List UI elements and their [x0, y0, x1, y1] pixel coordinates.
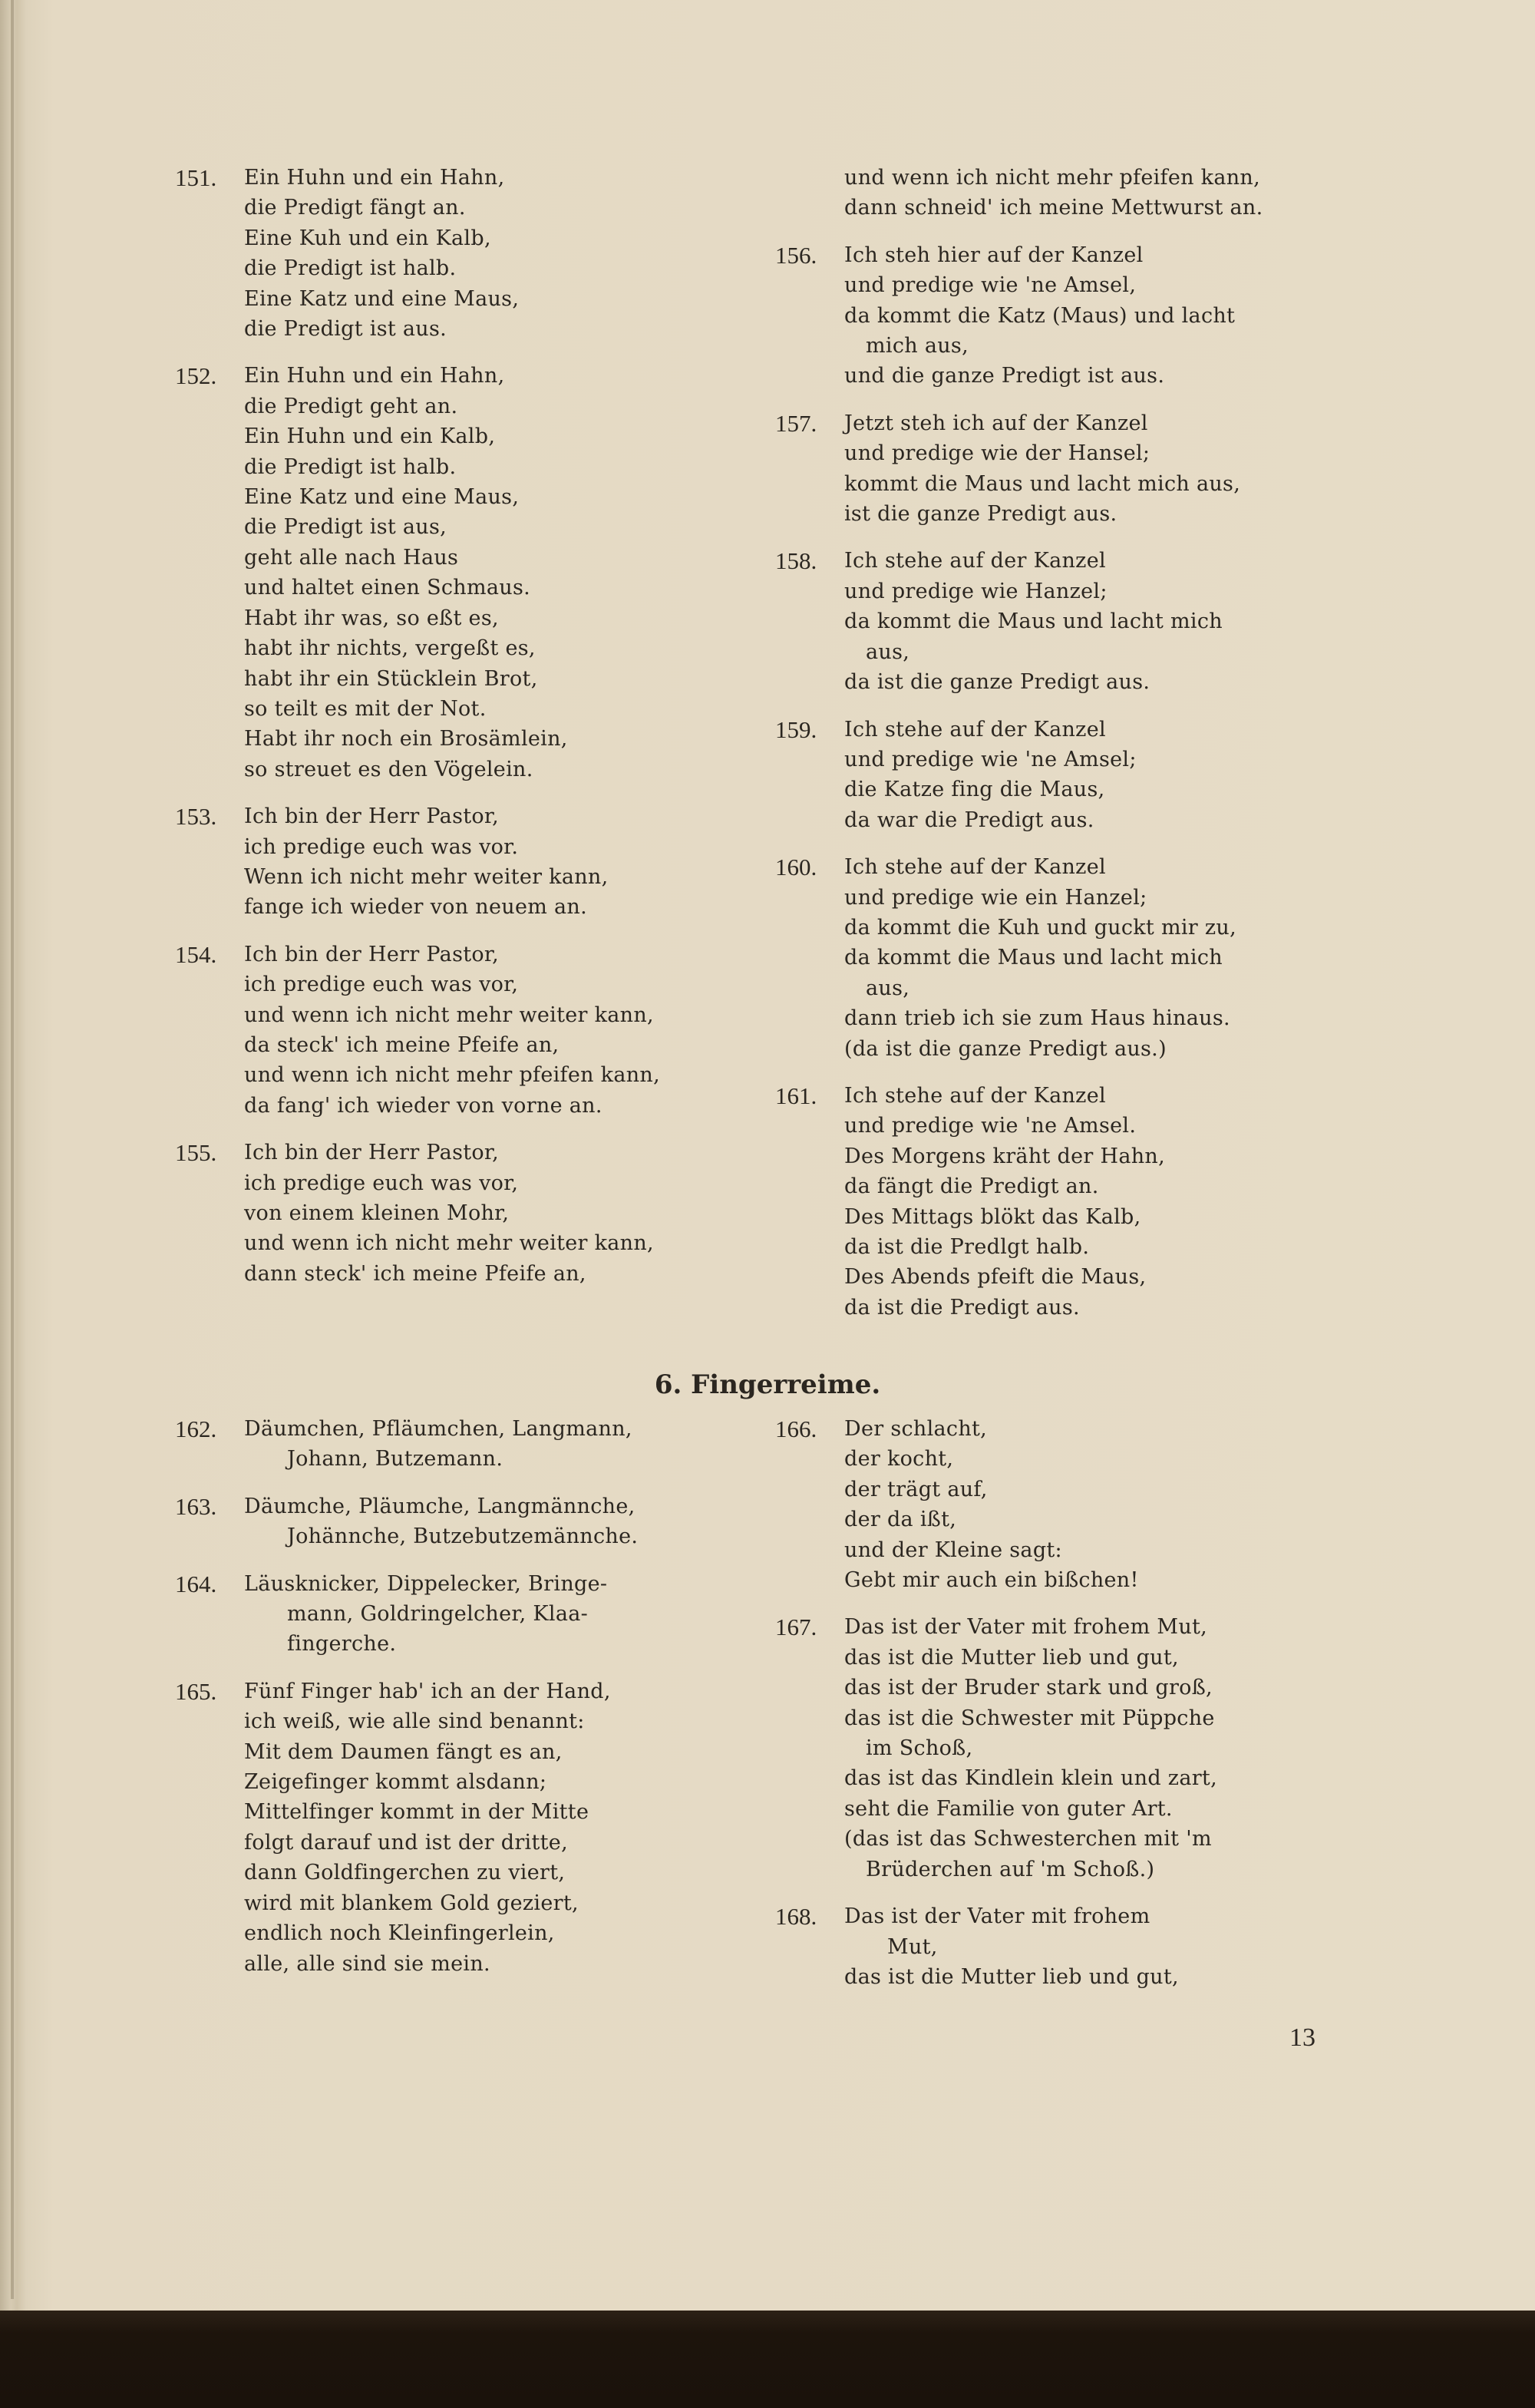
verse-line: dann Goldfingerchen zu viert, [244, 1861, 566, 1885]
verse-line: ich predige euch was vor. [244, 834, 519, 859]
verse-168 [775, 1901, 1374, 1992]
verse-line: folgt darauf und ist der dritte, [244, 1830, 568, 1855]
verse-line: Jetzt steh ich auf der Kanzel [844, 411, 1148, 435]
verse-line: Johännche, Butzebutzemännche. [287, 1524, 639, 1549]
verse-line: Eine Katz und eine Maus, [244, 485, 520, 510]
verse-number: 152. [175, 362, 217, 390]
verse-line: da war die Predigt aus. [844, 808, 1094, 832]
verse-line: da ist die Predlgt halb. [844, 1235, 1090, 1259]
verse-line: fingerche. [287, 1632, 397, 1657]
verse-157 [775, 408, 1374, 530]
page-edge [11, 0, 14, 2299]
verse-line: alle, alle sind sie mein. [244, 1951, 490, 1976]
verse-line: endlich noch Kleinfingerlein, [244, 1921, 555, 1946]
verse-line: Ich stehe auf der Kanzel [844, 549, 1106, 573]
verse-number: 151. [175, 164, 217, 191]
verse-line: im Schoß, [866, 1736, 973, 1761]
verse-line: wird mit blankem Gold geziert, [244, 1891, 579, 1915]
verse-156 [775, 240, 1374, 391]
verse-line: Mut, [887, 1934, 938, 1959]
verse-line: Gebt mir auch ein bißchen! [844, 1568, 1139, 1593]
verse-153 [175, 801, 758, 923]
verse-line: Habt ihr noch ein Brosämlein, [244, 727, 568, 751]
verse-number: 166. [775, 1415, 817, 1442]
verse-line: ist die ganze Predigt aus. [844, 502, 1117, 527]
scan-background [0, 2311, 1535, 2408]
verse-155-continuation [844, 163, 1374, 223]
verse-line: und predige wie 'ne Amsel; [844, 747, 1137, 771]
verse-line: da ist die ganze Predigt aus. [844, 670, 1150, 695]
verse-line: Ein Huhn und ein Hahn, [244, 166, 505, 190]
verse-line: und predige wie 'ne Amsel. [844, 1114, 1137, 1138]
verse-line: Johann, Butzemann. [287, 1447, 503, 1472]
verse-number: 168. [775, 1903, 817, 1931]
verse-line: Mit dem Daumen fängt es an, [244, 1739, 563, 1764]
verse-159 [775, 715, 1374, 836]
verse-number: 162. [175, 1415, 217, 1442]
verse-161 [775, 1081, 1374, 1323]
verse-line: und predige wie der Hansel; [844, 441, 1150, 466]
verse-154 [175, 940, 758, 1121]
verse-165 [175, 1676, 758, 1979]
verse-number: 164. [175, 1570, 217, 1597]
verse-line: der kocht, [844, 1447, 954, 1472]
verse-166 [775, 1414, 1374, 1595]
verse-line: die Predigt geht an. [244, 394, 458, 418]
right-column-top [775, 163, 1374, 1339]
verse-line: Ich stehe auf der Kanzel [844, 855, 1106, 880]
verse-line: seht die Familie von guter Art. [844, 1796, 1173, 1821]
verse-number: 165. [175, 1677, 217, 1705]
verse-line: da ist die Predigt aus. [844, 1295, 1080, 1320]
verse-line: geht alle nach Haus [244, 545, 459, 570]
verse-152 [175, 361, 758, 784]
verse-line: Das ist der Vater mit frohem Mut, [844, 1615, 1208, 1640]
verse-line: das ist die Mutter lieb und gut, [844, 1645, 1179, 1670]
verse-number: 167. [775, 1614, 817, 1641]
verse-line: Ein Huhn und ein Kalb, [244, 424, 496, 449]
verse-line: aus, [866, 976, 910, 1000]
verse-167 [775, 1612, 1374, 1884]
verse-line: aus, [866, 639, 910, 664]
verse-line: da kommt die Maus und lacht mich [844, 946, 1223, 970]
verse-line: ich predige euch was vor, [244, 973, 519, 997]
verse-164 [175, 1569, 758, 1660]
verse-line: Läusknicker, Dippelecker, Bringe- [244, 1571, 608, 1596]
verse-160 [775, 852, 1374, 1064]
page-number: 13 [1289, 2023, 1315, 2052]
verse-line: so teilt es mit der Not. [244, 696, 487, 721]
verse-line: und der Kleine sagt: [844, 1538, 1062, 1562]
verse-line: (das ist das Schwesterchen mit 'm [844, 1827, 1212, 1851]
verse-line: Mittelfinger kommt in der Mitte [244, 1800, 589, 1825]
verse-line: Fünf Finger hab' ich an der Hand, [244, 1679, 611, 1703]
verse-line: Das ist der Vater mit frohem [844, 1904, 1150, 1929]
verse-151 [175, 163, 758, 344]
verse-line: das ist der Bruder stark und groß, [844, 1676, 1213, 1700]
verse-number: 155. [175, 1139, 217, 1167]
verse-number: 161. [775, 1082, 817, 1109]
verse-line: kommt die Maus und lacht mich aus, [844, 471, 1241, 496]
verse-line: und haltet einen Schmaus. [244, 576, 531, 600]
verse-line: Eine Kuh und ein Kalb, [244, 226, 491, 250]
verse-line: da kommt die Maus und lacht mich [844, 609, 1223, 634]
right-column-bottom [775, 1414, 1374, 2009]
verse-line: fange ich wieder von neuem an. [244, 895, 587, 920]
verse-line: dann steck' ich meine Pfeife an, [244, 1261, 586, 1286]
verse-line: da steck' ich meine Pfeife an, [244, 1032, 560, 1057]
verse-line: und wenn ich nicht mehr pfeifen kann, [844, 166, 1261, 190]
verse-line: Däumche, Pläumche, Langmännche, [244, 1494, 635, 1518]
verse-line: Der schlacht, [844, 1417, 988, 1441]
verse-number: 160. [775, 854, 817, 881]
verse-line: das ist die Schwester mit Püppche [844, 1706, 1215, 1730]
verse-line: dann trieb ich sie zum Haus hinaus. [844, 1006, 1230, 1031]
verse-line: Ich bin der Herr Pastor, [244, 942, 500, 966]
verse-line: habt ihr ein Stücklein Brot, [244, 666, 538, 691]
verse-number: 159. [775, 715, 817, 743]
verse-line: Des Morgens kräht der Hahn, [844, 1144, 1166, 1168]
verse-line: Habt ihr was, so eßt es, [244, 606, 499, 630]
verse-line: ich predige euch was vor, [244, 1171, 519, 1195]
verse-line: Wenn ich nicht mehr weiter kann, [244, 864, 609, 889]
verse-line: da kommt die Kuh und guckt mir zu, [844, 915, 1236, 940]
verse-number: 163. [175, 1492, 217, 1520]
verse-number: 154. [175, 940, 217, 968]
verse-line: der da ißt, [844, 1508, 957, 1532]
verse-line: von einem kleinen Mohr, [244, 1201, 510, 1225]
verse-line: ich weiß, wie alle sind benannt: [244, 1709, 585, 1734]
verse-line: Ich bin der Herr Pastor, [244, 804, 500, 829]
verse-number: 158. [775, 547, 817, 575]
verse-158 [775, 546, 1374, 697]
verse-line: mich aus, [866, 334, 969, 358]
verse-155 [175, 1138, 758, 1289]
verse-line: und wenn ich nicht mehr weiter kann, [244, 1003, 654, 1027]
verse-line: und predige wie Hanzel; [844, 579, 1108, 603]
verse-line: die Katze fing die Maus, [844, 778, 1105, 802]
verse-line: Des Mittags blökt das Kalb, [844, 1204, 1141, 1229]
verse-line: die Predigt ist halb. [244, 256, 457, 281]
verse-line: (da ist die ganze Predigt aus.) [844, 1036, 1167, 1061]
verse-line: da fang' ich wieder von vorne an. [244, 1093, 602, 1118]
verse-number: 156. [775, 241, 817, 269]
section-title: 6. Fingerreime. [654, 1369, 881, 1400]
verse-line: und predige wie 'ne Amsel, [844, 273, 1137, 298]
verse-line: und predige wie ein Hanzel; [844, 885, 1147, 910]
verse-line: da fängt die Predigt an. [844, 1174, 1099, 1199]
verse-line: die Predigt ist aus, [244, 515, 447, 540]
verse-line: Des Abends pfeift die Maus, [844, 1265, 1147, 1290]
verse-line: die Predigt ist aus. [244, 317, 447, 342]
verse-line: das ist die Mutter lieb und gut, [844, 1964, 1179, 1989]
left-column-bottom [175, 1414, 758, 1996]
verse-line: und wenn ich nicht mehr pfeifen kann, [244, 1063, 661, 1088]
verse-number: 157. [775, 409, 817, 437]
verse-line: dann schneid' ich meine Mettwurst an. [844, 196, 1263, 220]
verse-line: so streuet es den Vögelein. [244, 757, 533, 781]
verse-line: das ist das Kindlein klein und zart, [844, 1766, 1217, 1791]
left-column-top [175, 163, 758, 1306]
verse-line: Ich steh hier auf der Kanzel [844, 243, 1144, 267]
verse-line: habt ihr nichts, vergeßt es, [244, 636, 536, 661]
verse-line: Däumchen, Pfläumchen, Langmann, [244, 1417, 632, 1441]
verse-line: und die ganze Predigt ist aus. [844, 364, 1165, 388]
verse-line: die Predigt ist halb. [244, 454, 457, 479]
verse-163 [175, 1491, 758, 1552]
verse-line: Ich stehe auf der Kanzel [844, 1083, 1106, 1108]
verse-line: Ich bin der Herr Pastor, [244, 1141, 500, 1165]
verse-line: und wenn ich nicht mehr weiter kann, [244, 1231, 654, 1256]
verse-line: der trägt auf, [844, 1477, 988, 1501]
verse-line: die Predigt fängt an. [244, 196, 466, 220]
verse-line: mann, Goldringelcher, Klaa- [287, 1602, 589, 1627]
verse-line: Ich stehe auf der Kanzel [844, 717, 1106, 742]
verse-line: Ein Huhn und ein Hahn, [244, 364, 505, 388]
verse-line: Eine Katz und eine Maus, [244, 286, 520, 311]
verse-number: 153. [175, 803, 217, 831]
verse-line: Brüderchen auf 'm Schoß.) [866, 1857, 1155, 1881]
verse-162 [175, 1414, 758, 1475]
verse-line: da kommt die Katz (Maus) und lacht [844, 303, 1236, 328]
verse-line: Zeigefinger kommt alsdann; [244, 1770, 547, 1795]
